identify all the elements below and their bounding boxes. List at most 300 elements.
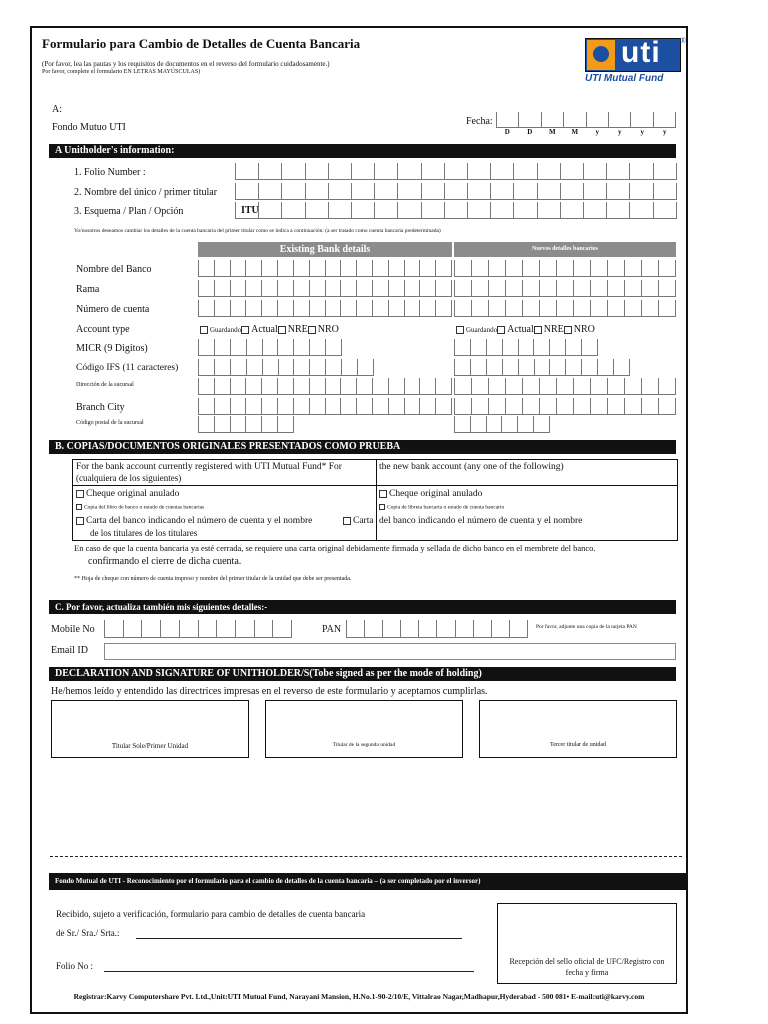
char-cell[interactable]: [473, 620, 491, 637]
char-cell[interactable]: [629, 183, 652, 199]
char-cell[interactable]: [374, 202, 397, 218]
char-cell[interactable]: [141, 620, 160, 637]
char-cell[interactable]: [486, 416, 502, 432]
right-proof-option-3[interactable]: Carta: [343, 516, 374, 526]
left-proof-option-1[interactable]: Cheque original anulado: [76, 489, 179, 499]
char-cell[interactable]: [435, 378, 451, 394]
char-cell[interactable]: [235, 183, 258, 199]
char-cell[interactable]: [364, 620, 382, 637]
char-cell[interactable]: [470, 416, 486, 432]
char-cell[interactable]: [505, 378, 522, 394]
char-cell[interactable]: [624, 280, 641, 296]
char-cell[interactable]: [539, 398, 556, 414]
char-cell[interactable]: [309, 339, 325, 355]
char-cell[interactable]: [581, 339, 597, 355]
char-cell[interactable]: [608, 112, 630, 127]
char-cell[interactable]: [454, 280, 471, 296]
char-cell[interactable]: [505, 260, 522, 276]
char-cell[interactable]: [419, 260, 435, 276]
char-cell[interactable]: [658, 280, 675, 296]
new-branch-city-input[interactable]: [454, 398, 676, 415]
char-cell[interactable]: [518, 359, 534, 375]
char-cell[interactable]: [517, 416, 533, 432]
char-cell[interactable]: [565, 339, 581, 355]
char-cell[interactable]: [277, 300, 293, 316]
char-cell[interactable]: [388, 398, 404, 414]
char-cell[interactable]: [309, 280, 325, 296]
char-cell[interactable]: [404, 300, 420, 316]
char-cell[interactable]: [230, 416, 246, 432]
new-branch-address-input[interactable]: [454, 378, 676, 395]
char-cell[interactable]: [356, 280, 372, 296]
char-cell[interactable]: [404, 280, 420, 296]
date-input[interactable]: [496, 112, 676, 136]
signature-box-2[interactable]: [265, 700, 463, 758]
char-cell[interactable]: [518, 112, 540, 127]
char-cell[interactable]: [325, 359, 341, 375]
char-cell[interactable]: [539, 280, 556, 296]
char-cell[interactable]: [658, 378, 675, 394]
checkbox[interactable]: [76, 517, 84, 525]
char-cell[interactable]: [309, 260, 325, 276]
pan-input[interactable]: [346, 620, 528, 638]
char-cell[interactable]: [471, 300, 488, 316]
char-cell[interactable]: [583, 163, 606, 179]
char-cell[interactable]: [565, 359, 581, 375]
char-cell[interactable]: [340, 280, 356, 296]
char-cell[interactable]: [214, 359, 230, 375]
char-cell[interactable]: [325, 300, 341, 316]
char-cell[interactable]: [607, 280, 624, 296]
right-proof-option-2[interactable]: Copia de libreta bancaria o estado de cuenta bancario: [379, 504, 504, 510]
char-cell[interactable]: [421, 163, 444, 179]
signature-box-3[interactable]: [479, 700, 677, 758]
char-cell[interactable]: [454, 339, 470, 355]
char-cell[interactable]: [488, 398, 505, 414]
char-cell[interactable]: [277, 398, 293, 414]
char-cell[interactable]: [198, 378, 214, 394]
char-cell[interactable]: [613, 359, 629, 375]
char-cell[interactable]: [305, 163, 328, 179]
char-cell[interactable]: [309, 359, 325, 375]
char-cell[interactable]: [435, 260, 451, 276]
char-cell[interactable]: [397, 163, 420, 179]
char-cell[interactable]: [214, 260, 230, 276]
char-cell[interactable]: [262, 359, 278, 375]
char-cell[interactable]: [258, 202, 281, 218]
char-cell[interactable]: [198, 280, 214, 296]
char-cell[interactable]: [261, 398, 277, 414]
char-cell[interactable]: [471, 260, 488, 276]
left-proof-option-2[interactable]: Copia del libro de banco o estado de cuentas bancarias: [76, 504, 204, 510]
char-cell[interactable]: [340, 300, 356, 316]
char-cell[interactable]: [629, 202, 652, 218]
char-cell[interactable]: [281, 202, 304, 218]
char-cell[interactable]: [214, 378, 230, 394]
char-cell[interactable]: [388, 300, 404, 316]
existing-ifsc-input[interactable]: [198, 359, 374, 376]
ack-folio-line[interactable]: [104, 959, 474, 972]
existing-micr-input[interactable]: [198, 339, 342, 356]
char-cell[interactable]: [356, 300, 372, 316]
char-cell[interactable]: [278, 359, 294, 375]
char-cell[interactable]: [419, 300, 435, 316]
char-cell[interactable]: [397, 183, 420, 199]
right-proof-option-1[interactable]: Cheque original anulado: [379, 489, 482, 499]
char-cell[interactable]: [325, 280, 341, 296]
char-cell[interactable]: [454, 260, 471, 276]
char-cell[interactable]: [454, 359, 470, 375]
char-cell[interactable]: [325, 339, 341, 355]
new-bank-name-input[interactable]: [454, 260, 676, 277]
char-cell[interactable]: [624, 378, 641, 394]
char-cell[interactable]: [356, 398, 372, 414]
char-cell[interactable]: [214, 416, 230, 432]
char-cell[interactable]: [293, 280, 309, 296]
char-cell[interactable]: [179, 620, 198, 637]
char-cell[interactable]: [325, 378, 341, 394]
char-cell[interactable]: [309, 300, 325, 316]
char-cell[interactable]: [467, 163, 490, 179]
char-cell[interactable]: [419, 280, 435, 296]
mobile-input[interactable]: [104, 620, 292, 638]
char-cell[interactable]: [539, 378, 556, 394]
char-cell[interactable]: [509, 620, 527, 637]
char-cell[interactable]: [641, 260, 658, 276]
char-cell[interactable]: [513, 202, 536, 218]
char-cell[interactable]: [230, 339, 246, 355]
char-cell[interactable]: [586, 112, 608, 127]
char-cell[interactable]: [160, 620, 179, 637]
char-cell[interactable]: [198, 620, 217, 637]
char-cell[interactable]: [490, 183, 513, 199]
char-cell[interactable]: [537, 202, 560, 218]
char-cell[interactable]: [235, 163, 258, 179]
char-cell[interactable]: [340, 398, 356, 414]
checkbox[interactable]: [76, 490, 84, 498]
char-cell[interactable]: [419, 378, 435, 394]
char-cell[interactable]: [658, 300, 675, 316]
char-cell[interactable]: [470, 339, 486, 355]
char-cell[interactable]: [556, 300, 573, 316]
char-cell[interactable]: [583, 183, 606, 199]
char-cell[interactable]: [309, 398, 325, 414]
checkbox[interactable]: [564, 326, 572, 334]
char-cell[interactable]: [230, 280, 246, 296]
checkbox[interactable]: [278, 326, 286, 334]
char-cell[interactable]: [533, 416, 549, 432]
char-cell[interactable]: [505, 398, 522, 414]
char-cell[interactable]: [309, 378, 325, 394]
char-cell[interactable]: [216, 620, 235, 637]
char-cell[interactable]: [471, 378, 488, 394]
checkbox[interactable]: [200, 326, 208, 334]
char-cell[interactable]: [281, 183, 304, 199]
char-cell[interactable]: [214, 398, 230, 414]
char-cell[interactable]: [198, 300, 214, 316]
char-cell[interactable]: [261, 416, 277, 432]
char-cell[interactable]: [629, 163, 652, 179]
char-cell[interactable]: [597, 359, 613, 375]
char-cell[interactable]: [522, 398, 539, 414]
char-cell[interactable]: [293, 359, 309, 375]
char-cell[interactable]: [658, 398, 675, 414]
char-cell[interactable]: [607, 300, 624, 316]
char-cell[interactable]: [556, 398, 573, 414]
char-cell[interactable]: [351, 183, 374, 199]
char-cell[interactable]: [374, 163, 397, 179]
char-cell[interactable]: [214, 280, 230, 296]
char-cell[interactable]: [488, 280, 505, 296]
char-cell[interactable]: [435, 398, 451, 414]
char-cell[interactable]: [397, 202, 420, 218]
char-cell[interactable]: [539, 260, 556, 276]
char-cell[interactable]: [522, 280, 539, 296]
char-cell[interactable]: [549, 339, 565, 355]
char-cell[interactable]: [573, 300, 590, 316]
left-proof-option-3[interactable]: Carta del banco indicando el número de cuenta y el nombre: [76, 516, 312, 526]
char-cell[interactable]: [346, 620, 364, 637]
char-cell[interactable]: [444, 183, 467, 199]
char-cell[interactable]: [305, 202, 328, 218]
char-cell[interactable]: [467, 202, 490, 218]
char-cell[interactable]: [372, 260, 388, 276]
char-cell[interactable]: [400, 620, 418, 637]
char-cell[interactable]: [454, 378, 471, 394]
char-cell[interactable]: [293, 398, 309, 414]
char-cell[interactable]: [590, 260, 607, 276]
char-cell[interactable]: [262, 339, 278, 355]
char-cell[interactable]: [641, 280, 658, 296]
char-cell[interactable]: [563, 112, 585, 127]
char-cell[interactable]: [454, 416, 470, 432]
new-account-number-input[interactable]: [454, 300, 676, 317]
char-cell[interactable]: [254, 620, 273, 637]
char-cell[interactable]: [556, 378, 573, 394]
char-cell[interactable]: [328, 202, 351, 218]
char-cell[interactable]: [374, 183, 397, 199]
char-cell[interactable]: [471, 280, 488, 296]
char-cell[interactable]: [455, 620, 473, 637]
char-cell[interactable]: [214, 339, 230, 355]
char-cell[interactable]: [356, 260, 372, 276]
char-cell[interactable]: [502, 359, 518, 375]
char-cell[interactable]: [607, 398, 624, 414]
char-cell[interactable]: [488, 300, 505, 316]
char-cell[interactable]: [388, 260, 404, 276]
char-cell[interactable]: [230, 359, 246, 375]
char-cell[interactable]: [293, 260, 309, 276]
new-ifsc-input[interactable]: [454, 359, 630, 376]
char-cell[interactable]: [230, 260, 246, 276]
char-cell[interactable]: [606, 202, 629, 218]
char-cell[interactable]: [624, 260, 641, 276]
char-cell[interactable]: [356, 378, 372, 394]
char-cell[interactable]: [372, 398, 388, 414]
char-cell[interactable]: [486, 339, 502, 355]
checkbox[interactable]: [534, 326, 542, 334]
char-cell[interactable]: [340, 260, 356, 276]
char-cell[interactable]: [471, 398, 488, 414]
char-cell[interactable]: [606, 163, 629, 179]
char-cell[interactable]: [388, 378, 404, 394]
char-cell[interactable]: [653, 202, 676, 218]
char-cell[interactable]: [325, 260, 341, 276]
char-cell[interactable]: [372, 378, 388, 394]
char-cell[interactable]: [454, 300, 471, 316]
char-cell[interactable]: [404, 378, 420, 394]
char-cell[interactable]: [556, 260, 573, 276]
char-cell[interactable]: [522, 300, 539, 316]
checkbox[interactable]: [497, 326, 505, 334]
char-cell[interactable]: [235, 620, 254, 637]
char-cell[interactable]: [539, 300, 556, 316]
char-cell[interactable]: [505, 280, 522, 296]
char-cell[interactable]: [488, 260, 505, 276]
char-cell[interactable]: [444, 163, 467, 179]
char-cell[interactable]: [541, 112, 563, 127]
char-cell[interactable]: [214, 300, 230, 316]
char-cell[interactable]: [490, 202, 513, 218]
char-cell[interactable]: [486, 359, 502, 375]
char-cell[interactable]: [277, 339, 293, 355]
char-cell[interactable]: [341, 359, 357, 375]
char-cell[interactable]: [560, 183, 583, 199]
char-cell[interactable]: [624, 398, 641, 414]
char-cell[interactable]: [293, 300, 309, 316]
holder-name-input[interactable]: [235, 183, 677, 200]
char-cell[interactable]: [261, 378, 277, 394]
char-cell[interactable]: [534, 359, 550, 375]
char-cell[interactable]: [653, 183, 676, 199]
checkbox[interactable]: [76, 504, 82, 510]
char-cell[interactable]: [351, 163, 374, 179]
char-cell[interactable]: [522, 260, 539, 276]
new-micr-input[interactable]: [454, 339, 598, 356]
char-cell[interactable]: [583, 202, 606, 218]
char-cell[interactable]: [488, 378, 505, 394]
checkbox[interactable]: [308, 326, 316, 334]
char-cell[interactable]: [658, 260, 675, 276]
char-cell[interactable]: [630, 112, 652, 127]
char-cell[interactable]: [537, 163, 560, 179]
existing-account-type-options[interactable]: [200, 324, 339, 335]
char-cell[interactable]: [454, 398, 471, 414]
char-cell[interactable]: [573, 378, 590, 394]
char-cell[interactable]: [513, 163, 536, 179]
checkbox[interactable]: [379, 490, 387, 498]
char-cell[interactable]: [245, 398, 261, 414]
char-cell[interactable]: [258, 163, 281, 179]
char-cell[interactable]: [590, 280, 607, 296]
char-cell[interactable]: [491, 620, 509, 637]
char-cell[interactable]: [104, 620, 123, 637]
char-cell[interactable]: [513, 183, 536, 199]
new-branch-pincode-input[interactable]: [454, 416, 550, 433]
char-cell[interactable]: [641, 378, 658, 394]
char-cell[interactable]: [607, 260, 624, 276]
existing-account-number-input[interactable]: [198, 300, 452, 317]
email-input[interactable]: [104, 643, 676, 660]
char-cell[interactable]: [245, 260, 261, 276]
char-cell[interactable]: [490, 163, 513, 179]
existing-branch-pincode-input[interactable]: [198, 416, 294, 433]
checkbox[interactable]: [456, 326, 464, 334]
char-cell[interactable]: [560, 163, 583, 179]
char-cell[interactable]: [328, 183, 351, 199]
char-cell[interactable]: [198, 416, 214, 432]
char-cell[interactable]: [325, 398, 341, 414]
from-line[interactable]: [136, 926, 462, 939]
char-cell[interactable]: [590, 398, 607, 414]
char-cell[interactable]: [404, 260, 420, 276]
char-cell[interactable]: [419, 398, 435, 414]
char-cell[interactable]: [641, 398, 658, 414]
char-cell[interactable]: [258, 183, 281, 199]
char-cell[interactable]: [435, 280, 451, 296]
new-account-type-options[interactable]: [456, 324, 595, 335]
char-cell[interactable]: [261, 280, 277, 296]
char-cell[interactable]: [357, 359, 373, 375]
char-cell[interactable]: [261, 260, 277, 276]
char-cell[interactable]: [404, 398, 420, 414]
folio-number-input[interactable]: [235, 163, 677, 180]
char-cell[interactable]: [272, 620, 291, 637]
char-cell[interactable]: [277, 416, 293, 432]
char-cell[interactable]: [245, 378, 261, 394]
char-cell[interactable]: [277, 378, 293, 394]
char-cell[interactable]: [573, 260, 590, 276]
new-branch-input[interactable]: [454, 280, 676, 297]
existing-branch-city-input[interactable]: [198, 398, 452, 415]
char-cell[interactable]: [435, 300, 451, 316]
scheme-input[interactable]: [235, 202, 677, 219]
char-cell[interactable]: [549, 359, 565, 375]
char-cell[interactable]: [277, 260, 293, 276]
char-cell[interactable]: [245, 280, 261, 296]
char-cell[interactable]: [436, 620, 454, 637]
checkbox[interactable]: [379, 504, 385, 510]
char-cell[interactable]: [421, 183, 444, 199]
char-cell[interactable]: [230, 378, 246, 394]
char-cell[interactable]: [246, 359, 262, 375]
checkbox[interactable]: [343, 517, 351, 525]
char-cell[interactable]: [653, 112, 675, 127]
char-cell[interactable]: [421, 202, 444, 218]
char-cell[interactable]: [573, 398, 590, 414]
char-cell[interactable]: [624, 300, 641, 316]
char-cell[interactable]: [246, 339, 262, 355]
char-cell[interactable]: [277, 280, 293, 296]
char-cell[interactable]: [467, 183, 490, 199]
char-cell[interactable]: [533, 339, 549, 355]
char-cell[interactable]: [501, 416, 517, 432]
char-cell[interactable]: [502, 339, 518, 355]
char-cell[interactable]: [281, 163, 304, 179]
char-cell[interactable]: [418, 620, 436, 637]
char-cell[interactable]: [372, 280, 388, 296]
char-cell[interactable]: [382, 620, 400, 637]
char-cell[interactable]: [305, 183, 328, 199]
char-cell[interactable]: [537, 183, 560, 199]
char-cell[interactable]: [245, 300, 261, 316]
char-cell[interactable]: [198, 260, 214, 276]
char-cell[interactable]: [198, 398, 214, 414]
char-cell[interactable]: [590, 378, 607, 394]
char-cell[interactable]: [351, 202, 374, 218]
char-cell[interactable]: [293, 339, 309, 355]
existing-branch-address-input[interactable]: [198, 378, 452, 395]
